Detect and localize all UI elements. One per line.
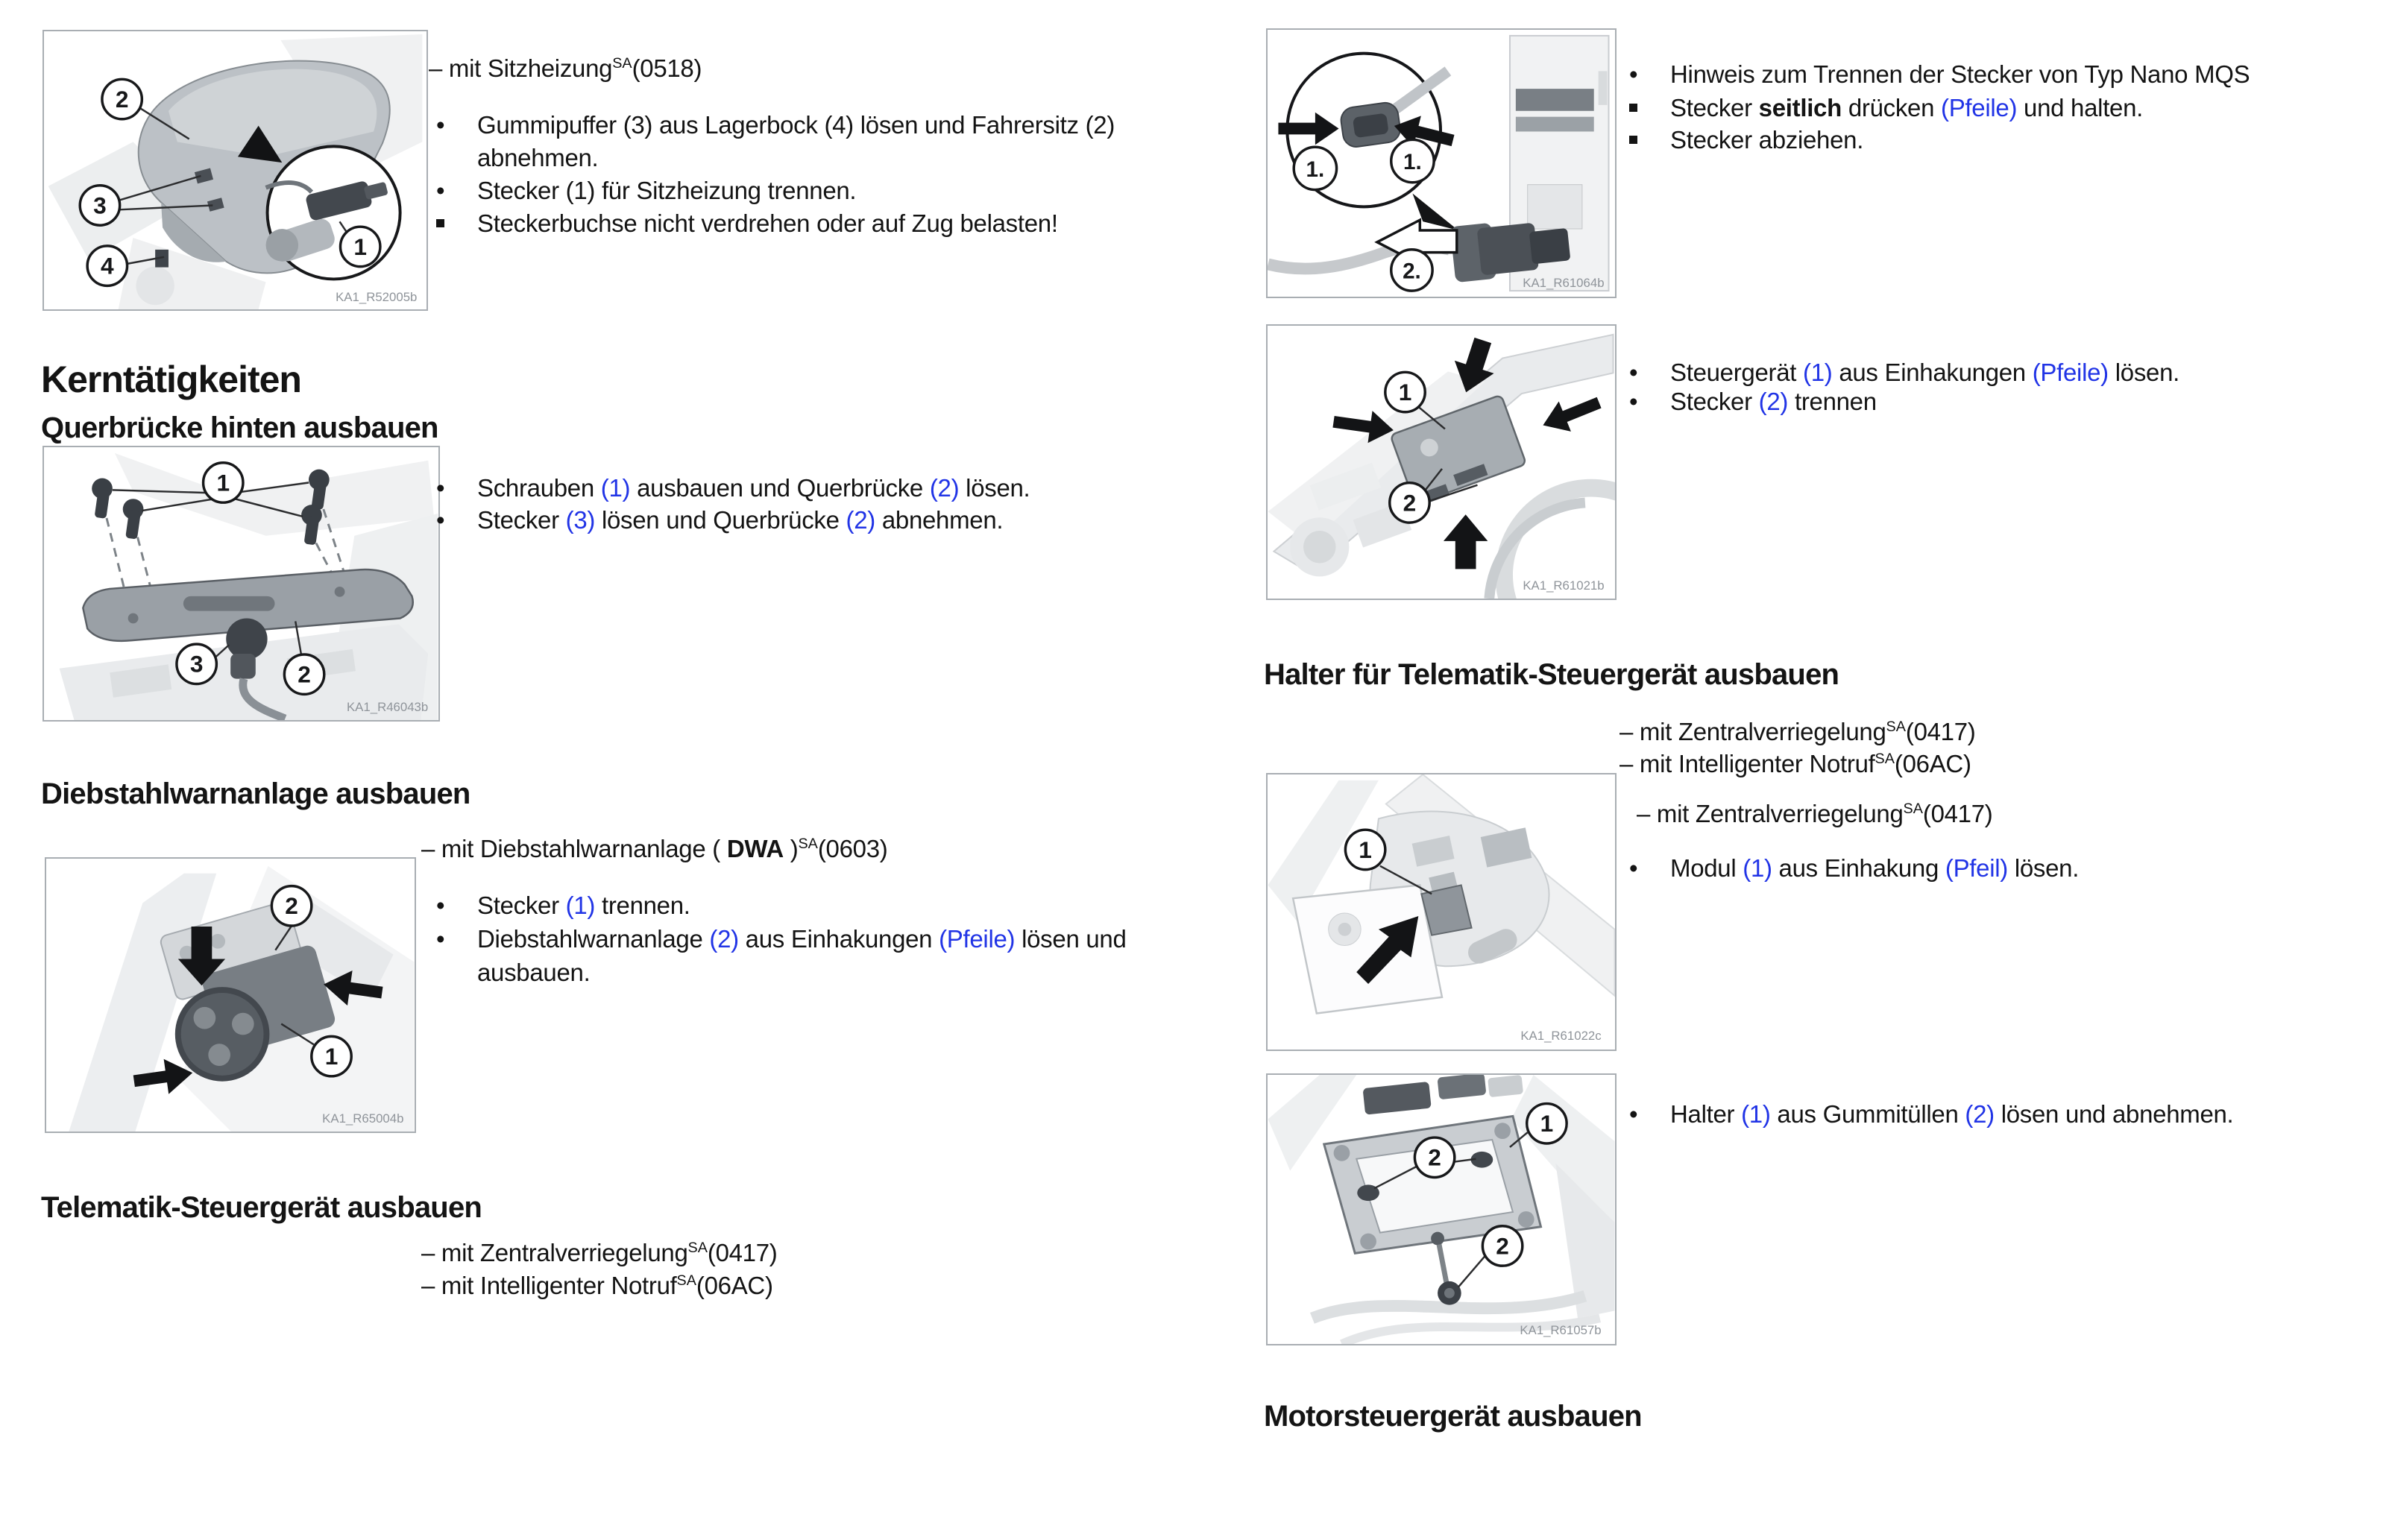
text-segment: (0603) [817,835,888,862]
text-segment: Steuergerät [1670,359,1804,386]
text-segment: abnehmen. [477,144,599,171]
variant-line [429,47,702,85]
arrow-icon [1444,514,1488,569]
text-segment: aus Gummitüllen [1770,1100,1965,1128]
dash-marker-icon [1629,92,1670,112]
inline-link[interactable]: (1) [1743,854,1772,882]
callout-label-4: 4 [101,252,114,280]
callout-label-1: 1 [353,233,368,260]
illustration-artwork [1268,334,1615,599]
text-segment: Halter [1670,1100,1742,1128]
figure-halter-removal [1266,1073,1617,1345]
text-segment: Gummipuffer (3) aus Lagerbock (4) lösen und Fahrersitz (2) [477,111,1115,139]
figure-watermark: KA1_R46043b [346,700,429,715]
text-segment: Stecker [477,506,566,534]
text-segment: Hinweis zum Trennen der Stecker von Typ Nano MQS [1670,60,2250,88]
inline-link[interactable]: (Pfeile) [939,925,1016,953]
page-title: Kerntätigkeiten [41,359,301,400]
instruction-line [1629,385,1877,418]
text-segment: drücken [1841,94,1942,122]
bullet-icon: • [1629,359,1638,386]
section-heading-halter: Halter für Telematik-Steuergerät ausbauen [1264,658,1839,691]
text-segment: lösen und Querbrücke [595,506,846,534]
inline-link[interactable]: (2) [1758,388,1789,415]
figure-watermark: KA1_R65004b [322,1111,404,1126]
bullet-icon: • [1629,388,1638,415]
bullet-icon: • [436,892,445,919]
text-segment: Stecker abziehen. [1670,126,1864,154]
instruction-line [1629,356,2179,389]
figure-watermark: KA1_R52005b [336,290,418,305]
text-segment: ausbauen. [477,959,591,986]
text-segment: lösen und abnehmen. [1994,1100,2234,1128]
instruction-line [1629,124,1863,157]
instruction-line [1629,852,2079,885]
bullet-icon: • [1629,854,1638,882]
callout-label-1: 1 [1540,1110,1554,1137]
text-segment: SA [687,1240,708,1256]
connector-illustration [1268,30,1615,297]
text-segment: lösen. [2007,854,2080,882]
bullet-icon: • [436,925,445,953]
text-segment: (0417) [1905,718,1976,745]
instruction-line [1629,58,2250,91]
text-segment: lösen. [2108,359,2180,386]
callout-label-2b: 2 [1496,1232,1509,1260]
text-segment: DWA [726,835,784,862]
text-segment: trennen. [595,892,690,919]
inline-link[interactable]: (1) [565,892,596,919]
illustration-artwork [1268,774,1615,1014]
text-segment: ausbauen und Querbrücke [630,474,930,502]
text-segment: ) [783,835,799,862]
text-segment: SA [1875,751,1895,767]
callout-label-2: 2 [285,892,298,920]
text-segment: (0417) [707,1239,778,1266]
section-heading-telematik: Telematik-Steuergerät ausbauen [41,1191,482,1224]
text-segment: – mit Zentralverriegelung [1619,718,1886,745]
arrow-icon [1537,388,1605,441]
callout-label-2a: 2 [1428,1143,1441,1171]
text-segment: SA [612,55,632,72]
text-segment: Stecker [1670,388,1759,415]
text-segment: (0518) [632,54,702,82]
section-heading-dwa: Diebstahlwarnanlage ausbauen [41,777,470,810]
figure-nano-mqs-connector [1266,28,1617,298]
instruction-line [436,174,856,207]
section-heading-motor: Motorsteuergerät ausbauen [1264,1400,1642,1433]
callout-label-3: 3 [93,192,107,219]
instruction-line [436,889,690,922]
halter-illustration [1268,1075,1615,1344]
dash-marker-icon [436,207,477,227]
callout-label-step2: 2. [1403,259,1421,284]
text-segment: lösen und [1015,925,1127,953]
crossbridge-illustration [44,447,438,720]
callout-label-1: 1 [1359,836,1372,863]
text-segment: trennen [1788,388,1877,415]
instruction-line [436,923,1127,956]
text-segment: – mit Sitzheizung [429,54,613,82]
text-segment: Stecker (1) für Sitzheizung trennen. [477,177,857,204]
text-segment: (0417) [1922,800,1993,827]
figure-dwa-removal [45,857,416,1133]
inline-link[interactable]: (1) [1803,359,1833,386]
callout-label-1: 1 [1398,378,1412,405]
text-segment: aus Einhakungen [1832,359,2033,386]
dash-marker-icon [1629,124,1670,144]
callout-label-2: 2 [1403,489,1417,517]
bullet-icon: • [436,111,445,139]
instruction-line [1629,92,2143,124]
bullet-icon: • [436,177,445,204]
inline-link[interactable]: (Pfeile) [2032,359,2109,386]
inline-link[interactable]: (2) [846,506,875,534]
text-segment: aus Einhakung [1772,854,1945,882]
text-segment: SA [1903,801,1923,817]
instruction-line-continued [477,956,590,989]
instruction-line [436,472,1030,505]
seat-illustration [44,31,426,309]
illustration-artwork [60,453,438,720]
instruction-line [436,109,1115,142]
instruction-line [436,207,1058,240]
text-segment: SA [1886,719,1906,735]
figure-watermark: KA1_R61064b [1523,276,1605,291]
text-segment: Stecker [477,892,566,919]
callout-label-step1a: 1. [1306,157,1325,182]
figure-watermark: KA1_R61022c [1520,1029,1602,1044]
inline-link[interactable]: (3) [565,506,596,534]
text-segment: abnehmen. [875,506,1004,534]
text-segment: Modul [1670,854,1743,882]
variant-line [1637,792,1992,830]
text-segment: Stecker [1670,94,1759,122]
text-segment: – mit Intelligenter Notruf [1619,750,1875,777]
modul-illustration [1268,774,1615,1050]
callout-label-2: 2 [298,660,311,688]
bullet-icon: • [436,474,445,502]
callout-label-step1b: 1. [1403,149,1422,174]
text-segment: seitlich [1758,94,1842,122]
illustration-artwork [69,866,414,1132]
figure-modul-removal [1266,773,1617,1051]
inline-link[interactable]: (Pfeil) [1945,854,2008,882]
figure-crossbridge-removal [43,446,440,722]
inline-link[interactable]: (2) [929,474,960,502]
text-segment: – mit Zentralverriegelung [421,1239,688,1266]
inline-link[interactable]: (1) [600,474,631,502]
text-segment: SA [798,836,818,852]
callout-label-1: 1 [216,469,230,496]
inline-link[interactable]: (1) [1741,1100,1771,1128]
text-segment: – mit Diebstahlwarnanlage ( [421,835,727,862]
callout-label-2: 2 [115,85,129,113]
instruction-line [436,504,1003,537]
variant-line [1619,742,1971,780]
figure-seat-removal [43,30,428,311]
text-segment: aus Einhakungen [738,925,939,953]
figure-watermark: KA1_R61057b [1520,1323,1602,1338]
text-segment: (06AC) [1894,750,1971,777]
text-segment: Diebstahlwarnanlage [477,925,710,953]
text-segment: Schrauben [477,474,601,502]
dwa-illustration [46,859,415,1132]
text-segment: und halten. [2017,94,2144,122]
text-segment: – mit Zentralverriegelung [1637,800,1904,827]
text-segment: (06AC) [696,1272,773,1299]
figure-watermark: KA1_R61021b [1523,578,1605,593]
section-heading-querbruecke: Querbrücke hinten ausbauen [41,411,438,444]
callout-label-3: 3 [189,650,204,678]
bullet-icon: • [1629,1100,1638,1128]
bullet-icon: • [436,506,445,534]
instruction-line [1629,1098,2233,1131]
instruction-line-continued [477,142,598,174]
text-segment: Steckerbuchse nicht verdrehen oder auf Zug belasten! [477,209,1058,237]
variant-line [421,1264,773,1302]
inline-link[interactable]: (2) [1965,1100,1995,1128]
variant-line [421,827,887,865]
callout-label-1: 1 [324,1042,339,1070]
text-segment: SA [676,1272,696,1289]
inline-link[interactable]: (Pfeile) [1941,94,2018,122]
bullet-icon: • [1629,60,1638,88]
steuergeraet-illustration [1268,326,1615,599]
figure-steuergeraet-removal [1266,324,1617,600]
text-segment: lösen. [959,474,1030,502]
inline-link[interactable]: (2) [709,925,739,953]
text-segment: – mit Intelligenter Notruf [421,1272,677,1299]
